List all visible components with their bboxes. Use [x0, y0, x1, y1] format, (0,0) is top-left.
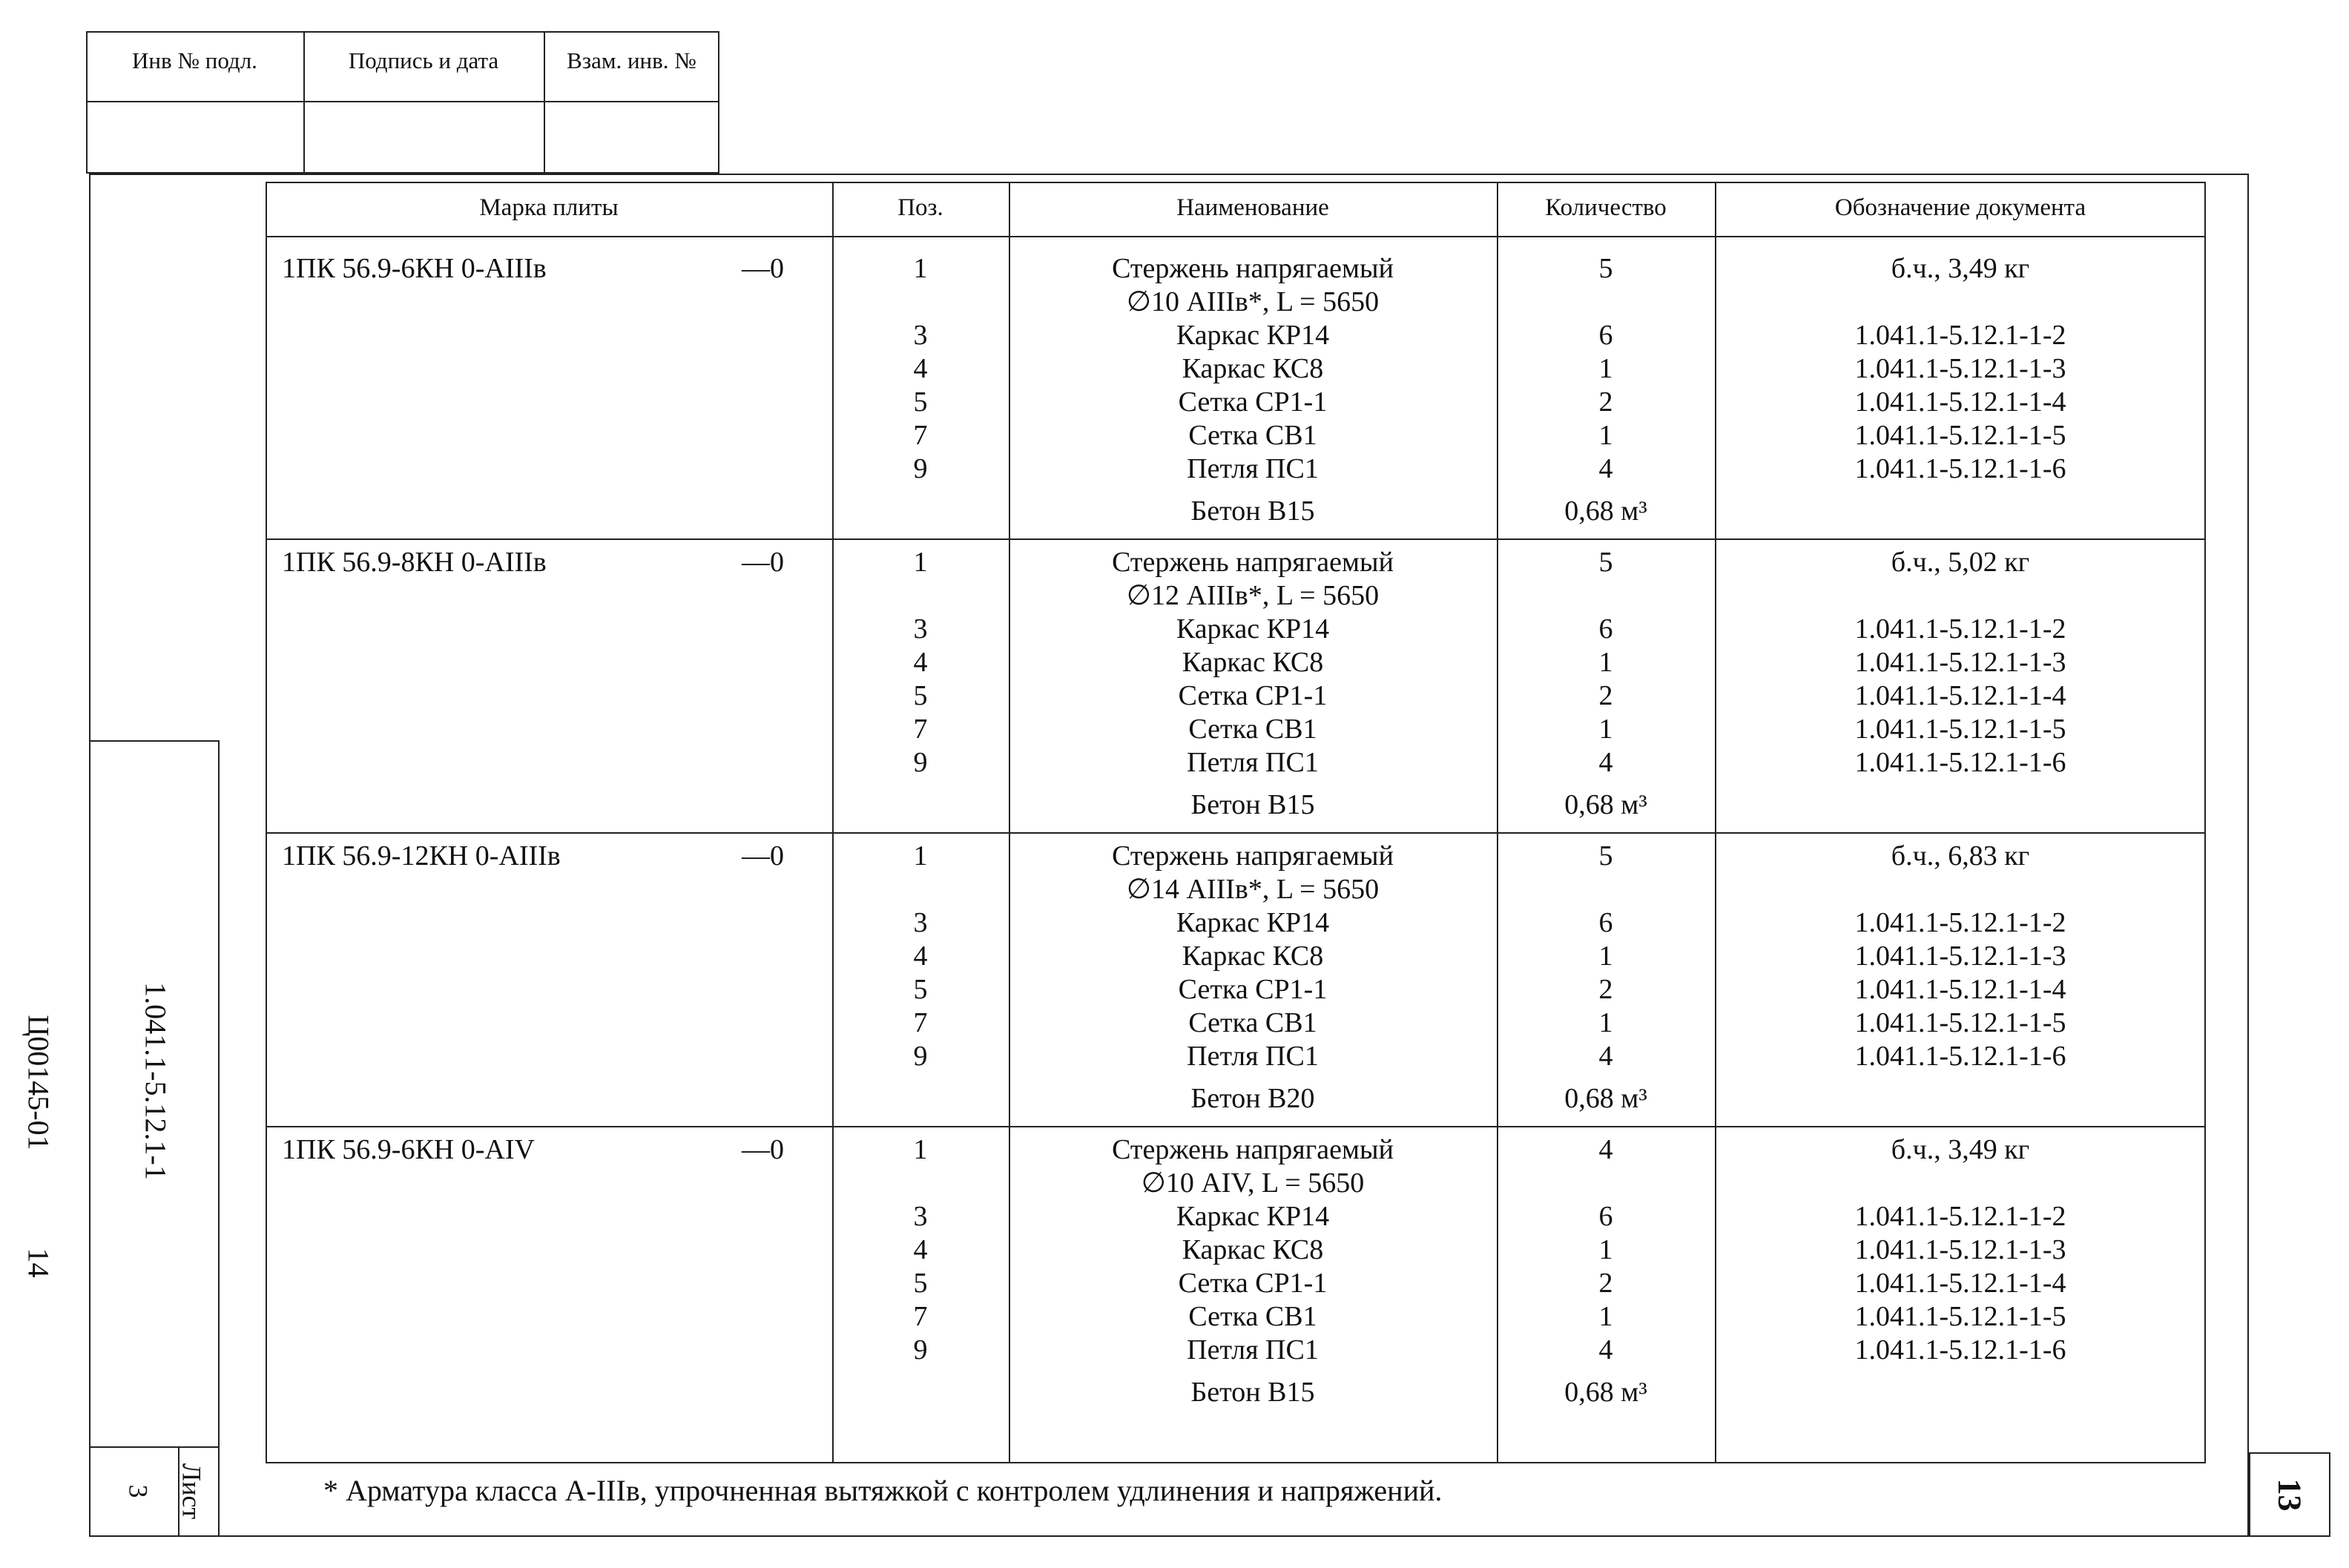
row-document: 1.041.1-5.12.1-1-5 — [1854, 1007, 2066, 1038]
row-document: 1.041.1-5.12.1-1-6 — [1854, 453, 2066, 484]
row-quantity: 2 — [1598, 1268, 1613, 1299]
row-name: Петля ПС1 — [1187, 453, 1319, 484]
row-quantity: 5 — [1598, 547, 1613, 578]
row-document: 1.041.1-5.12.1-1-6 — [1854, 747, 2066, 778]
row-document: 1.041.1-5.12.1-1-5 — [1854, 1301, 2066, 1332]
slab-mark: 1ПК 56.9-8КН 0-АIIIв — [282, 547, 547, 578]
row-position: 3 — [913, 1201, 928, 1232]
row-position: 5 — [913, 680, 928, 711]
archive-code: Ц00145-01 — [22, 1015, 56, 1150]
row-document: 1.041.1-5.12.1-1-2 — [1854, 1201, 2066, 1232]
slab-mark: 1ПК 56.9-6КН 0-АIIIв — [282, 253, 547, 284]
header-quantity: Количество — [1545, 194, 1667, 221]
row-document: б.ч., 6,83 кг — [1891, 840, 2030, 872]
row-position: 4 — [913, 647, 928, 678]
row-document: 1.041.1-5.12.1-1-4 — [1854, 386, 2066, 418]
row-document: б.ч., 3,49 кг — [1891, 253, 2030, 284]
header-position: Поз. — [897, 194, 943, 221]
row-name: Сетка СВ1 — [1188, 420, 1317, 451]
row-position: 9 — [913, 1334, 928, 1366]
header-mark: Марка плиты — [479, 194, 619, 221]
row-position: 9 — [913, 1041, 928, 1072]
row-document: 1.041.1-5.12.1-1-5 — [1854, 714, 2066, 745]
row-quantity: 4 — [1598, 453, 1613, 484]
row-name: Петля ПС1 — [1187, 1334, 1319, 1366]
row-quantity: 6 — [1598, 320, 1613, 351]
header-document: Обозначение документа — [1834, 194, 2086, 221]
mark-suffix: —0 — [742, 1134, 784, 1165]
row-quantity: 5 — [1598, 840, 1613, 872]
concrete-grade: Бетон В15 — [1190, 789, 1315, 820]
concrete-volume: 0,68 м³ — [1564, 1083, 1647, 1114]
row-name: Стержень напрягаемый — [1112, 1134, 1394, 1165]
side-block-divider — [89, 1446, 220, 1448]
stamp-header-replaced: Взам. инв. № — [567, 47, 696, 73]
row-quantity: 1 — [1598, 714, 1613, 745]
row-quantity: 1 — [1598, 420, 1613, 451]
row-position: 4 — [913, 1234, 928, 1265]
row-position: 9 — [913, 747, 928, 778]
row-quantity: 2 — [1598, 680, 1613, 711]
row-name: Петля ПС1 — [1187, 1041, 1319, 1072]
row-name: Сетка СВ1 — [1188, 1007, 1317, 1038]
row-quantity: 2 — [1598, 386, 1613, 418]
group-rule — [266, 538, 2206, 540]
row-name: Каркас КС8 — [1182, 353, 1324, 384]
concrete-volume: 0,68 м³ — [1564, 789, 1647, 820]
row-position: 9 — [913, 453, 928, 484]
row-position: 1 — [913, 1134, 928, 1165]
row-name: Сетка СР1-1 — [1178, 1268, 1328, 1299]
row-position: 3 — [913, 907, 928, 938]
slab-mark: 1ПК 56.9-6КН 0-АIV — [282, 1134, 535, 1165]
row-quantity: 1 — [1598, 941, 1613, 972]
concrete-volume: 0,68 м³ — [1564, 1377, 1647, 1408]
row-quantity: 4 — [1598, 1134, 1613, 1165]
row-position: 1 — [913, 253, 928, 284]
row-position: 3 — [913, 320, 928, 351]
mark-suffix: —0 — [742, 547, 784, 578]
row-position: 1 — [913, 840, 928, 872]
row-position: 5 — [913, 386, 928, 418]
group-rule — [266, 832, 2206, 834]
row-quantity: 1 — [1598, 1234, 1613, 1265]
row-document: 1.041.1-5.12.1-1-2 — [1854, 907, 2066, 938]
row-quantity: 1 — [1598, 353, 1613, 384]
row-document: 1.041.1-5.12.1-1-4 — [1854, 1268, 2066, 1299]
mark-suffix: —0 — [742, 253, 784, 284]
sheet-label: Лист — [177, 1463, 207, 1520]
row-name: Стержень напрягаемый — [1112, 547, 1394, 578]
row-document: б.ч., 5,02 кг — [1891, 547, 2030, 578]
slab-mark: 1ПК 56.9-12КН 0-АIIIв — [282, 840, 561, 872]
stamp-header-inv: Инв № подл. — [132, 47, 257, 73]
row-position: 7 — [913, 1007, 928, 1038]
stamp-divider — [86, 101, 719, 102]
row-quantity: 2 — [1598, 974, 1613, 1005]
document-code: 1.041.1-5.12.1-1 — [139, 982, 173, 1180]
row-document: 1.041.1-5.12.1-1-6 — [1854, 1041, 2066, 1072]
row-quantity: 1 — [1598, 1007, 1613, 1038]
row-quantity: 6 — [1598, 1201, 1613, 1232]
row-document: 1.041.1-5.12.1-1-5 — [1854, 420, 2066, 451]
stamp-header-signature: Подпись и дата — [348, 47, 499, 73]
row-name: Сетка СВ1 — [1188, 714, 1317, 745]
row-position: 5 — [913, 974, 928, 1005]
row-document: 1.041.1-5.12.1-1-3 — [1854, 353, 2066, 384]
row-name: ∅12 АIIIв*, L = 5650 — [1126, 580, 1380, 611]
row-name: Сетка СВ1 — [1188, 1301, 1317, 1332]
footnote: * Арматура класса А-IIIв, упрочненная вытяжкой с контролем удлинения и напряжений. — [323, 1474, 1443, 1507]
archive-number: 14 — [22, 1248, 56, 1278]
row-position: 1 — [913, 547, 928, 578]
row-quantity: 5 — [1598, 253, 1613, 284]
row-document: 1.041.1-5.12.1-1-3 — [1854, 1234, 2066, 1265]
concrete-grade: Бетон В15 — [1190, 495, 1315, 527]
sheet-number: 3 — [123, 1484, 154, 1498]
row-name: ∅10 АIV, L = 5650 — [1141, 1167, 1365, 1199]
row-name: Каркас КС8 — [1182, 941, 1324, 972]
row-document: 1.041.1-5.12.1-1-3 — [1854, 647, 2066, 678]
page-number: 13 — [2271, 1478, 2308, 1512]
row-position: 7 — [913, 714, 928, 745]
row-name: Каркас КР14 — [1176, 1201, 1330, 1232]
row-name: Каркас КС8 — [1182, 647, 1324, 678]
row-name: Сетка СР1-1 — [1178, 386, 1328, 418]
row-name: Стержень напрягаемый — [1112, 253, 1394, 284]
row-quantity: 4 — [1598, 1041, 1613, 1072]
row-name: Петля ПС1 — [1187, 747, 1319, 778]
row-document: 1.041.1-5.12.1-1-4 — [1854, 680, 2066, 711]
row-position: 7 — [913, 1301, 928, 1332]
row-name: Сетка СР1-1 — [1178, 680, 1328, 711]
concrete-grade: Бетон В15 — [1190, 1377, 1315, 1408]
concrete-grade: Бетон В20 — [1190, 1083, 1315, 1114]
row-position: 4 — [913, 353, 928, 384]
row-quantity: 1 — [1598, 647, 1613, 678]
row-position: 3 — [913, 613, 928, 645]
group-rule — [266, 1126, 2206, 1127]
row-name: Сетка СР1-1 — [1178, 974, 1328, 1005]
row-document: б.ч., 3,49 кг — [1891, 1134, 2030, 1165]
row-quantity: 6 — [1598, 613, 1613, 645]
row-quantity: 4 — [1598, 747, 1613, 778]
row-name: Стержень напрягаемый — [1112, 840, 1394, 872]
row-document: 1.041.1-5.12.1-1-2 — [1854, 613, 2066, 645]
row-quantity: 1 — [1598, 1301, 1613, 1332]
mark-suffix: —0 — [742, 840, 784, 872]
table-header-rule — [266, 236, 2206, 237]
row-name: Каркас КР14 — [1176, 320, 1330, 351]
concrete-volume: 0,68 м³ — [1564, 495, 1647, 527]
row-position: 4 — [913, 941, 928, 972]
row-quantity: 4 — [1598, 1334, 1613, 1366]
row-document: 1.041.1-5.12.1-1-4 — [1854, 974, 2066, 1005]
row-name: ∅10 АIIIв*, L = 5650 — [1126, 286, 1380, 317]
row-position: 7 — [913, 420, 928, 451]
row-name: Каркас КР14 — [1176, 907, 1330, 938]
row-name: ∅14 АIIIв*, L = 5650 — [1126, 874, 1380, 905]
row-document: 1.041.1-5.12.1-1-6 — [1854, 1334, 2066, 1366]
row-quantity: 6 — [1598, 907, 1613, 938]
row-name: Каркас КС8 — [1182, 1234, 1324, 1265]
row-position: 5 — [913, 1268, 928, 1299]
row-document: 1.041.1-5.12.1-1-3 — [1854, 941, 2066, 972]
header-name: Наименование — [1176, 194, 1329, 221]
row-document: 1.041.1-5.12.1-1-2 — [1854, 320, 2066, 351]
row-name: Каркас КР14 — [1176, 613, 1330, 645]
